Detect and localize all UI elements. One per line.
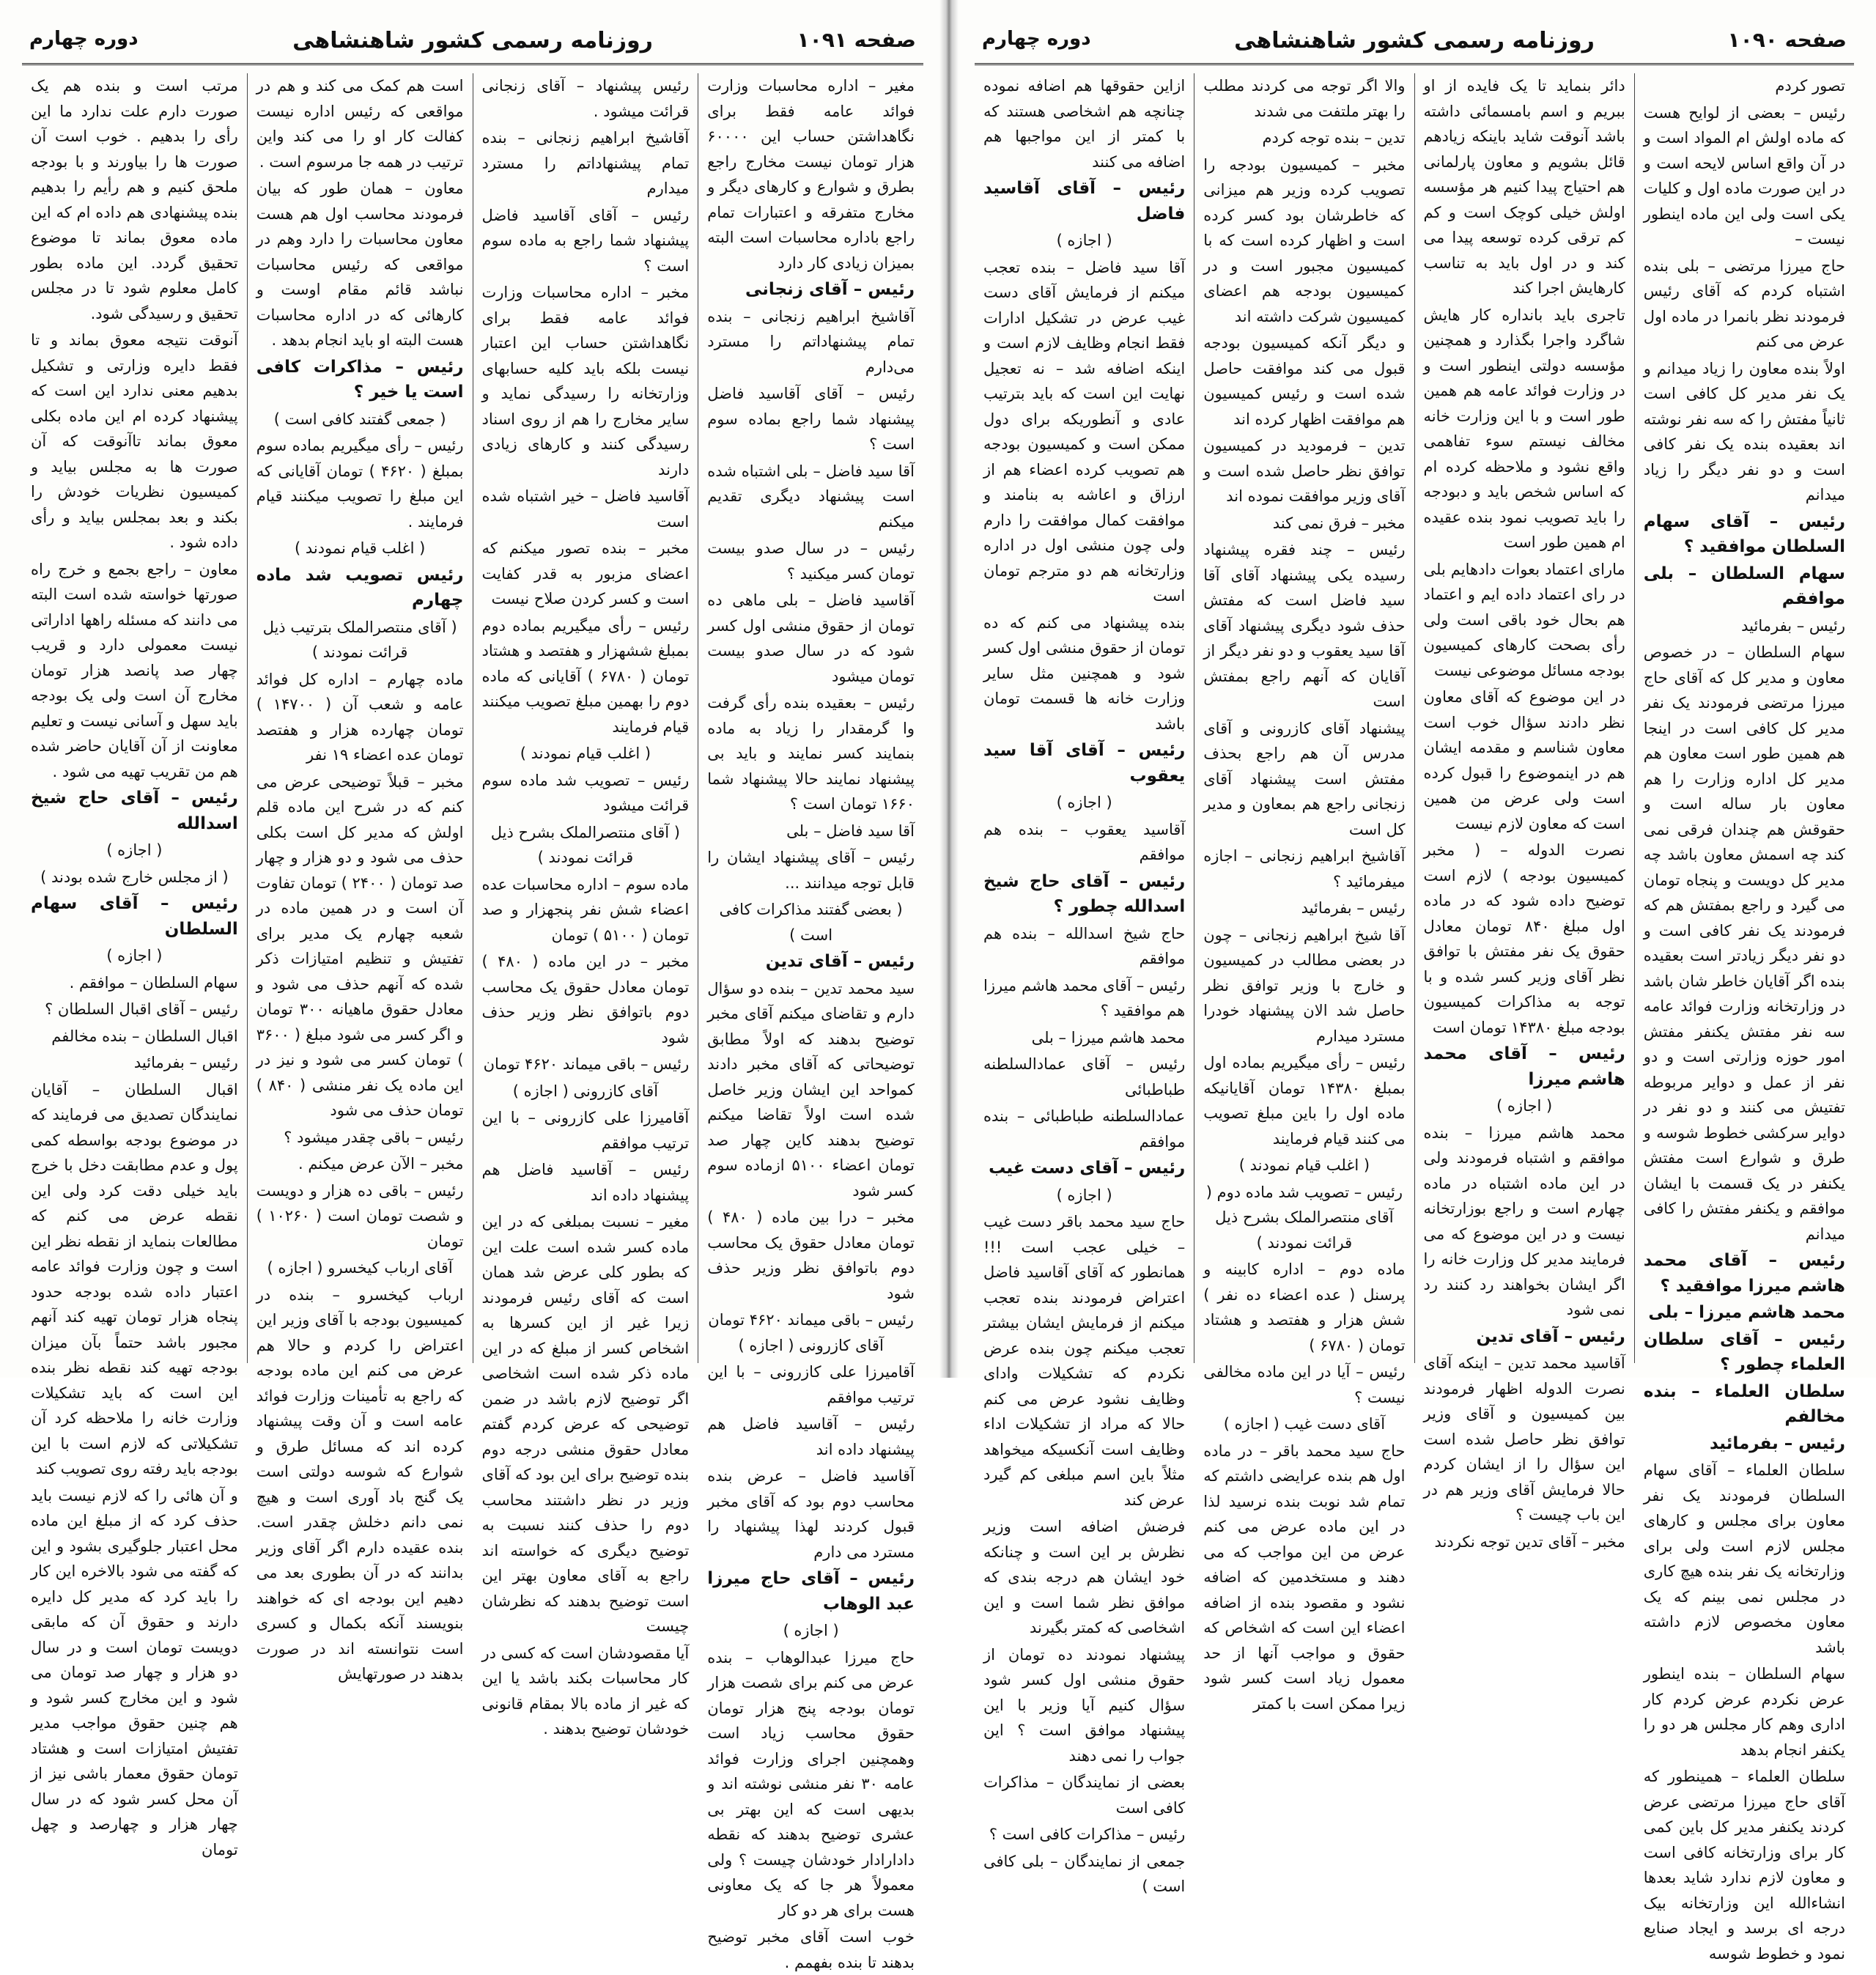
right-columns bbox=[975, 73, 1854, 1963]
text-column bbox=[1634, 73, 1854, 1963]
paragraph: پیشنهاد آقای کازرونی و آقای مدرس آن هم راجع بحذف مفتش است پیشنهاد آقای زنجانی راجع هم بمعاون و مدیر کل است bbox=[1203, 719, 1406, 838]
paragraph: آقاسید یعقوب – بنده هم موافقم bbox=[983, 820, 1186, 863]
paragraph: مخبر – درا بین ماده ( ۴۸۰ ) تومان معادل حقوق یک محاسب دوم باتوافق نظر وزیر حذف شود bbox=[707, 1208, 915, 1302]
paragraph: رئیس – آقاسید فاضل هم پیشنهاد داده اند bbox=[481, 1161, 690, 1204]
paragraph: رئیس – باقی چقدر میشود ؟ bbox=[284, 1128, 464, 1146]
paragraph: رئیس – آقای تدین bbox=[765, 952, 915, 971]
paragraph: مرتب است و بنده هم یک صورت دارم علت ندارد ما این رأی را بدهیم . خوب است آن صورت ها را بیاورند و با بودجه ملحق کنیم و هم رأیم را بدهیم بنده پیشنهادی هم داده ام که این ماده معوق بماند تا موضوع تحقیق گردد. این ماده بطور کامل معلوم شود تا در مجلس تحقیق و رسیدگی شود. bbox=[31, 77, 238, 322]
paragraph: فرضش اضافه است وزیر نظرش بر این است و چنانکه خود ایشان هم درجه بندی که موافق نظر شما است و این اشخاصی که کمتر بگیرند bbox=[983, 1518, 1186, 1636]
paragraph: رئیس – در سال صدو بیست تومان کسر میکنید ؟ bbox=[707, 539, 915, 583]
paragraph: در این موضوع که آقای معاون نظر دادند سؤال خوب است معاون شناسم و مقدمه ایشان هم در اینموضوع را قبول کرده است ولی عرض من همین است که معاون لازم نیست bbox=[1423, 688, 1625, 833]
paragraph: حاج سید محمد باقر دست غیب – خیلی عجب است !!! همانطور که آقای آقاسید فاضل اعتراض فرمودند بنده تعجب میکنم از فرمایش ایشان بیشتر تعجب میکنم چون بنده عرض نکردم که تشکیلات وادای وظایف نشود عرض می کنم حالا که مراد از تشکیلات اداء وظایف است آنکسیکه میخواهد مثلاً باین اسم مبلغی کم گیرد عرض کند bbox=[983, 1213, 1186, 1509]
right-page bbox=[953, 0, 1876, 1963]
left-session-label: دوره چهارم bbox=[29, 28, 139, 50]
paragraph: آقاشیخ ابراهیم زنجانی – اجازه میفرمائید ؟ bbox=[1203, 847, 1406, 890]
paragraph: آقاسید فاضل – عرض بنده محاسب دوم بود که آقای مخبر قبول کردند لهذا پیشنهاد را مسترد می دارم bbox=[707, 1467, 915, 1561]
paragraph: رئیس – آقای آقا سید یعقوب bbox=[983, 741, 1186, 786]
paragraph: مغیر – نسبت بمبلغی که در این ماده کسر شده است علت این که بطور کلی عرض شد همان است که آقای رئیس فرمودند زیرا غیر از این کسرها به اشخاص کسر از مبلغ که در این ماده ذکر شده است اشخاصی اگر توضیح لازم باشد در ضمن توضیحی که عرض کردم گفتم معادل حقوق منشی درجه دوم بنده توضیح برای این بود که آقای وزیر در نظر داشتند محاسب دوم را حذف کنند نسبت به توضیح دیگری که خواسته اند راجع به آقای معاون بهتر این است توضیح بدهند که نظرشان چیست bbox=[481, 1213, 690, 1635]
paragraph: رئیس – باقی میماند ۴۶۲۰ تومان bbox=[483, 1055, 690, 1073]
paragraph: رئیس – بفرمائید bbox=[1710, 1433, 1845, 1453]
paragraph: ماده سوم – اداره محاسبات عده اعضاء شش نفر پنجهزار و صد تومان ( ۵۱۰۰ ) تومان bbox=[481, 875, 690, 944]
paragraph: رئیس – آقای آقاسید فاضل پیشنهاد شما راجع به ماده سوم است ؟ bbox=[481, 206, 690, 275]
right-page-number: صفحه ۱۰۹۰ bbox=[1727, 28, 1847, 52]
paragraph: اولاً بنده معاون را زیاد میدانم و یک نفر مدیر کل کافی است ثانیاً مفتش را که سه نفر نوشته اند بعقیده بنده یک نفر کافی است و دو نفر دیگر را زیاد میدانم bbox=[1643, 359, 1845, 503]
paragraph: رئیس تصویب شد ماده چهارم bbox=[256, 565, 464, 610]
paragraph: تدین – فرمودید در کمیسیون توافق نظر حاصل شده است و آقای وزیر موافقت نموده اند bbox=[1203, 437, 1406, 505]
paragraph: رئیس – آقای آقاسید فاضل bbox=[983, 179, 1186, 224]
paragraph: و آن هائی را که لازم نیست باید حذف کرد که از مبلغ این ماده محل اعتبار جلوگیری بشود و این که گفته می شود بالاخره این کار را باید کرد که مدیر کل دایره دارند و حقوق آن که مابقی دویست تومان است و در سال دو هزار و چهار صد تومان می شود و این مخارج کسر شود و هم چنین حقوق مواجب مدیر تفتیش امتیازات است و هشتاد تومان حقوق معمار باشی نیز از آن محل کسر شود که در سال چهار هزار و چهارصد و چهل تومان bbox=[31, 1486, 238, 1858]
paragraph: مخبر – الآن عرض میکنم . bbox=[298, 1155, 464, 1173]
paragraph: حاج سید محمد باقر – در ماده اول هم بنده عرایضی داشتم که تمام شد نوبت بنده نرسید لذا در این ماده عرض می کنم عرض من این مواجب که می دهند و مستخدمین که اضافه نشود و مقصود بنده از اضافه اعضاء این است که اشخاص که حقوق و مواجب آنها از حد معمول زیاد است کسر شود زیرا ممکن است با کمتر bbox=[1203, 1441, 1406, 1713]
paragraph: معاون – همان طور که بیان فرمودند محاسب اول هم هست معاون محاسبات را دارد وهم در مواقعی که رئیس محاسبات نباشد قائم مقام اوست و کارهائی که در اداره محاسبات هست البته او باید انجام بدهد . bbox=[256, 180, 464, 349]
paragraph: ( آقای منتصرالملک بترتیب ذیل قرائت نمودند ) bbox=[262, 618, 457, 661]
paragraph: مخبر – در این ماده ( ۴۸۰ ) تومان معادل حقوق یک محاسب دوم باتوافق نظر وزیر حذف شود bbox=[481, 953, 690, 1046]
paragraph: تدین – بنده توجه کردم bbox=[1262, 129, 1406, 147]
paragraph: والا اگر توجه می کردند مطلب را بهتر ملتفت می شدند bbox=[1203, 77, 1406, 120]
paragraph: حاج میرزا مرتضی – بلی بنده اشتباه کردم که آقای رئیس فرمودند نظر بانمرا در ماده اول عرض می کنم bbox=[1643, 256, 1845, 350]
paragraph: محمد هاشم میرزا – بلی bbox=[1031, 1028, 1186, 1046]
paragraph: آقامیرزا علی کازرونی – با این ترتیب موافقم bbox=[707, 1363, 915, 1406]
paragraph: تاجری باید بانداره کار هایش شاگرد واجرا بگذارد و همچنین مؤسسه دولتی اینطور است و در وزارت فوائد عامه هم همین طور است و با این وزارت خانه مخالف نیستم سوء تفاهمی واقع نشود و ملاحظه کرده ام که اساس شخص باید و دبودجه را باید تصویب نمود بنده عقیده ام همین طور است bbox=[1423, 306, 1625, 551]
paragraph: سهام السلطان – بنده اینطور عرض نکردم عرض کردم کار اداری وهم کار مجلس هر دو را یکنفر انجام بدهد bbox=[1643, 1665, 1845, 1759]
text-column bbox=[698, 73, 923, 1971]
paragraph: رئیس – بفرمائید bbox=[1741, 616, 1845, 635]
right-running-head bbox=[975, 22, 1854, 65]
paragraph: رئیس – آقای محمد هاشم میرزا bbox=[1423, 1044, 1625, 1089]
paragraph: سهام السلطان – در خصوص معاون و مدیر کل که آقای حاج میرزا مرتضی فرمودند یک نفر مدیر کل کافی است در اینجا هم همین طور است معاون هم مدیر کل اداره وزارت را هم معاون بار ساله است و حقوقش هم چندان فرقی نمی کند چه اسمش معاون باشد چه مدیر کل دویست و پنجاه تومان می گیرد و راجع بمفتش هم که فرمودند یک نفر کافی است و دو نفر دیگر زیادتر است بعقیده بنده اگر آقایان خاطر شان باشد در وزارتخانه وزارت فوائد عامه سه نفر مفتش یکنفر مفتش امور حوزه وزارتی است و دو نفر از عمل و دوایر مربوطه تفتیش می کنند و دو نفر در دوایر سرکشی خطوط شوسه و طرق و شوارع است مفتش یکنفر در یک قسمت با ایشان موافقم و یکنفر مفتش را کافی میدانم bbox=[1643, 643, 1845, 1243]
left-columns bbox=[22, 73, 923, 1971]
paragraph: ( اجازه ) bbox=[106, 841, 163, 859]
paragraph: رئیس – آقای محمد هاشم میرزا موافقید ؟ bbox=[1643, 1251, 1845, 1296]
paragraph: رئیس – آقای سهام السلطان bbox=[31, 894, 238, 939]
paragraph: رئیس – آیا در این ماده مخالفی نیست ؟ bbox=[1203, 1363, 1406, 1406]
paragraph: دائر بنماید تا یک فایده از او ببریم و اسم بامسمائی داشته باشد آنوقت شاید باینکه زیادهم قائل بشویم و معاون پارلمانی هم احتیاج پیدا کنیم هر مؤسسه اولش خیلی کوچک است و کم کم ترقی کرده توسعه پیدا می کند و در اول باید به تناسب کارهایش اجرا کند bbox=[1423, 77, 1625, 297]
paragraph: رئیس – آقای حاج شیخ اسدالله bbox=[31, 789, 238, 833]
paragraph: مارای اعتماد بعوات دادهایم بلی در رای اعتماد داده ایم و اعتماد هم بحال خود باقی است ولی رأی بصحت کارهای کمیسیون بودجه مسائل موضوعی نیست bbox=[1423, 560, 1625, 679]
paragraph: آقا شیخ ابراهیم زنجانی – چون در بعضی مطالب در کمیسیون و خارج با وزیر توافق نظر حاصل شد الان پیشنهاد خودرا مسترد میدارم bbox=[1203, 926, 1406, 1045]
paragraph: آقا سید فاضل – بلی bbox=[786, 822, 915, 840]
paragraph: آقای دست غیب ( اجازه ) bbox=[1223, 1415, 1386, 1433]
paragraph: ( اغلب قیام نمودند ) bbox=[520, 745, 651, 762]
paragraph: آقاشیخ ابراهیم زنجانی – بنده تمام پیشنهاداتم را مسترد می‌دارم bbox=[707, 307, 915, 376]
paragraph: آقاسید فاضل – بلی ماهی ده تومان از حقوق منشی اول کسر شود که در سال صدو بیست تومان میشود bbox=[707, 591, 915, 685]
paragraph: رئیس – رأی میگیریم بماده دوم بمبلغ ششهزار و هفتصد و هشتاد تومان ( ۶۷۸۰ ) آقایانی که ماده دوم را بهمین مبلغ تصویب میکنند قیام فرمایند bbox=[481, 616, 690, 736]
paragraph: رئیس – تصویب شد ماده سوم قرائت میشود bbox=[481, 771, 690, 814]
paragraph: ماده چهارم – اداره کل فوائد عامه و شعب آن ( ۱۴۷۰۰ ) تومان چهارده هزار و هفتصد تومان عده اعضاء ۱۹ نفر bbox=[256, 670, 464, 764]
paragraph: حاج میرزا عبدالوهاب – بنده عرض می کنم برای شصت هزار تومان بودجه پنج هزار تومان حقوق محاسب زیاد است وهمچنین اجرای وزارت فوائد عامه ۳۰ نفر منشی نوشته اند و بدیهی است که این بهتر بی عشری توضیح بدهند که نقطه دادارادار خودشان چیست ؟ ولی معمولاً هر جا که یک معاونی هست برای هر دو کار bbox=[707, 1648, 915, 1919]
paragraph: ( اجازه ) bbox=[783, 1622, 839, 1639]
text-column bbox=[975, 73, 1194, 1895]
paragraph: آیا مقصودشان است که کسی در کار محاسبات بکند باشد یا این که غیر از ماده بالا بمقام قانونی خودشان توضیح بدهند . bbox=[481, 1644, 690, 1738]
paragraph: آقامیرزا علی کازرونی – با این ترتیب موافقم bbox=[481, 1109, 690, 1152]
paragraph: رئیس – آقای اقبال السلطان ؟ bbox=[45, 1000, 238, 1018]
paragraph: رئیس – آقای آقاسید فاضل پیشنهاد شما راجع بماده سوم است ؟ bbox=[707, 385, 915, 453]
paragraph: ( آقای منتصرالملک بشرح ذیل قرائت نمودند ) bbox=[490, 823, 680, 866]
paragraph: رئیس – مذاکرات کافی است یا خیر ؟ bbox=[256, 357, 464, 402]
paragraph: حاج شیخ اسدالله – بنده هم موافقم bbox=[983, 924, 1186, 967]
paragraph: رئیس – چند فقره پیشنهاد رسیده یکی پیشنهاد آقای آقا سید فاضل است که مفتش حذف شود دیگری پیشنهاد آقای آقا سید یعقوب و دو نفر دیگر از آقایان که آنهم راجع بمفتش است bbox=[1203, 541, 1406, 710]
paragraph: رئیس – رأی میگیریم بماده اول بمبلغ ۱۴۳۸۰ تومان آقایانیکه ماده اول را باین مبلغ تصویب می کنند قیام فرمایند bbox=[1203, 1054, 1406, 1148]
text-column bbox=[247, 73, 473, 1683]
paragraph: رئیس – آقای پیشنهاد ایشان را قابل توجه میدانند ... bbox=[707, 849, 915, 892]
paragraph: عمادالسلطنه طباطبائی – بنده موافقم bbox=[983, 1107, 1186, 1151]
paragraph: مغیر – اداره محاسبات وزارت فوائد عامه فقط برای نگاهداشتن حساب این ۶۰۰۰۰ هزار تومان نیست مخارج راجع بطرق و شوارع و کارهای دیگر و مخارج متفرقه و اعتبارات تمام راجع باداره محاسبات است البته بمیزان زیادی کار دارد bbox=[707, 77, 915, 272]
left-running-head bbox=[22, 22, 923, 65]
paragraph: سلطان العلماء – آقای سهام السلطان فرمودند یک نفر معاون برای مجلس و کارهای مجلس لازم است ولی برای وزارتخانه یک نفر بنده هیچ کاری در مجلس نمی بینم که یک معاون مخصوص لازم داشته باشد bbox=[1643, 1461, 1845, 1656]
right-session-label: دوره چهارم bbox=[982, 28, 1091, 50]
paragraph: ( از مجلس خارج شده بودند ) bbox=[40, 868, 229, 886]
paragraph: اقبال السلطان – بنده مخالفم bbox=[51, 1027, 238, 1045]
paragraph: ( اجازه ) bbox=[1496, 1097, 1553, 1115]
paragraph: آقای کازرونی ( اجازه ) bbox=[512, 1082, 659, 1100]
paragraph: تصور کردم bbox=[1775, 77, 1845, 95]
left-newspaper-title: روزنامه رسمی کشور شاهنشاهی bbox=[292, 28, 653, 53]
paragraph: ( اجازه ) bbox=[106, 947, 163, 964]
paragraph: رئیس – آقای دست غیب bbox=[989, 1159, 1186, 1178]
paragraph: رئیس – آقای سهام السلطان موافقید ؟ bbox=[1643, 512, 1845, 556]
text-column bbox=[1414, 73, 1634, 1551]
paragraph: خوب است آقای مخبر توضیح بدهند تا بنده بفهمم . bbox=[707, 1928, 915, 1971]
paragraph: مخبر – قبلاً توضیحی عرض می کنم که در شرح این ماده قلم اولش که مدیر کل است بکلی حذف می شود و دو هزار و چهار صد تومان ( ۲۴۰۰ ) تومان تفاوت آن است و در همین ماده در شعبه چهارم یک مدیر برای تفتیش و تنظیم امتیازات ذکر شده که آنهم حذف می شود و معادل حقوق ماهیانه ۳۰۰ تومان و اگر کسر می شود مبلغ ( ۳۶۰۰ ) تومان کسر می شود و نیز در این ماده یک نفر منشی ( ۸۴۰ ) تومان حذف می شود bbox=[256, 772, 464, 1119]
paragraph: پیشنهاد نمودند ده تومان از حقوق منشی اول کسر شود سؤال کنیم آیا وزیر با این پیشنهاد موافق است ؟ این جواب را نمی دهند bbox=[983, 1645, 1186, 1765]
paragraph: سلطان العلماء – بنده مخالفم bbox=[1643, 1381, 1845, 1426]
paragraph: آنوقت نتیجه معوق بماند و تا فقط دایره وزارتی و تشکیل بدهیم معنی ندارد این است که پیشنهاد کرده ام این ماده بکلی معوق بماند تاآنوقت که آن صورت ها به مجلس بیاید و کمیسیون نظریات خودش را بکند و بعد بمجلس بیاید و رأی داده شود . bbox=[31, 331, 238, 551]
paragraph: رئیس پیشنهاد – آقای زنجانی قرائت میشود . bbox=[481, 77, 690, 120]
paragraph: ( جمعی گفتند کافی است ) bbox=[273, 410, 446, 428]
paragraph: رئیس – آقای حاج میرزا عبد الوهاب bbox=[707, 1569, 915, 1614]
right-newspaper-title: روزنامه رسمی کشور شاهنشاهی bbox=[1234, 28, 1595, 53]
paragraph: رئیس – بعقیده بنده رأی گرفت وا گرمقدار را زیاد به ماده بنمایند کسر نمایند و باید بی پیشنهاد نمایند حالا پیشنهاد شما ۱۶۶۰ تومان است ؟ bbox=[707, 694, 915, 813]
paragraph: رئیس – آقای تدین bbox=[1476, 1326, 1625, 1346]
paragraph: آقا سید فاضل – بلی اشتباه شده است پیشنهاد دیگری تقدیم میکنم bbox=[707, 462, 915, 531]
paragraph: مخبر – فرق نمی کند bbox=[1272, 514, 1406, 532]
paragraph: ( بعضی گفتند مذاکرات کافی است ) bbox=[719, 901, 903, 944]
paragraph: ازاین حقوقها هم اضافه نموده چنانچه هم اشخاصی هستند که با کمتر از این مواجبها هم اضافه می کنند bbox=[983, 77, 1186, 171]
paragraph: آقاسید محمد تدین – اینکه آقای نصرت الدوله اظهار فرمودند بین کمیسیون و آقای وزیر توافق نظر حاصل شده است این سؤال را از ایشان کردم حالا فرمایش آقای وزیر هم در این باب چیست ؟ bbox=[1423, 1354, 1625, 1524]
paragraph: رئیس – بفرمائید bbox=[1301, 899, 1406, 917]
paragraph: جمعی از نمایندگان – بلی کافی است ) bbox=[983, 1852, 1186, 1895]
paragraph: سلطان العلماء – همینطور که آقای حاج میرزا مرتضی عرض کردند یکنفر مدیر کل باین کمی کار برای وزارتخانه کافی است و معاون لازم ندارد شاید بعدها انشاءالله این وزارتخانه بیک درجه ای برسد و ایجاد صنایع نمود و خطوط شوسه bbox=[1643, 1768, 1845, 1963]
paragraph: محمد هاشم میرزا – بلی bbox=[1648, 1303, 1845, 1322]
paragraph: رئیس – رأی میگیریم بماده سوم بمبلغ ( ۴۶۲۰ ) تومان آقایانی که این مبلغ را تصویب میکنند قیام فرمایند . bbox=[256, 437, 464, 531]
paragraph: مخبر – کمیسیون بودجه را تصویب کرده وزیر هم میزانی که خاطرشان بود کسر کرده است و اظهار کرده است که با کمیسیون مجبور است و در کمیسیون بودجه هم اعضای کمیسیون شرکت داشته اند bbox=[1203, 155, 1406, 325]
paragraph: رئیس – تصویب شد ماده دوم ( آقای منتصرالملک بشرح ذیل قرائت نمودند ) bbox=[1205, 1183, 1403, 1252]
paragraph: آقاسید فاضل – خیر اشتباه شده است bbox=[481, 487, 690, 531]
paragraph: رئیس – آقای حاج شیخ اسدالله چطور ؟ bbox=[983, 871, 1186, 916]
paragraph: مخبر – آقای تدین توجه نکردند bbox=[1434, 1532, 1625, 1551]
paragraph: معاون – راجع بجمع و خرج راه صورتها خواسته شده است البته می دانند که مسئله راهها اداراتی نیست معمولی دارد و قریب چهار صد پانصد هزار تومان مخارج آن است ولی یک بودجه باید سهل و آسانی نیست و تعلیم معاونت از آن آقایان حاضر شده هم من تقریب تهیه می شود . bbox=[31, 560, 238, 780]
paragraph: رئیس – باقی ده هزار و دویست و شصت تومان است ( ۱۰۲۶۰ ) تومان bbox=[256, 1181, 464, 1250]
paragraph: رئیس – آقاسید فاضل هم پیشنهاد داده اند bbox=[707, 1415, 915, 1458]
left-page-number: صفحه ۱۰۹۱ bbox=[797, 28, 916, 52]
paragraph: آقای ارباب کیخسرو ( اجازه ) bbox=[267, 1259, 453, 1277]
paragraph: و دیگر آنکه کمیسیون بودجه قبول می کند موافقت حاصل شده است و رئیس کمیسیون هم موافقت اظهار کرده اند bbox=[1203, 334, 1406, 428]
paragraph: اقبال السلطان – آقایان نمایندگان تصدیق می فرمایند که در موضوع بودجه بواسطه کمی پول و عدم مطابقت دخل با خرج باید خیلی دقت کرد ولی این نقطه عرض می کنم که مطالعات بنماید از نقطه نظر این است و چون وزارت فوائد عامه اعتبار داده شده بودجه حدود پنجاه هزار تومان تهیه کند آنهم مجبور باشد حتماً بآن میزان بودجه تهیه کند نقطه نظر بنده این است که باید تشکیلات وزارت خانه را ملاحظه کرد آن تشکیلاتی که لازم است با این بودجه باید رفته روی تصویب کند bbox=[31, 1080, 238, 1477]
paragraph: بعضی از نمایندگان – مذاکرات کافی است bbox=[983, 1773, 1186, 1817]
text-column bbox=[473, 73, 698, 1738]
paragraph: ماده دوم – اداره کابینه و پرسنل ( عده اعضاء ده نفر ) شش هزار و هفتصد و هشتاد تومان ( ۶۷۸۰ ) bbox=[1203, 1260, 1406, 1354]
paragraph: ( اغلب قیام نمودند ) bbox=[294, 539, 426, 557]
paragraph: رئیس – آقای سلطان العلماء چطور ؟ bbox=[1643, 1329, 1845, 1374]
paragraph: ( اجازه ) bbox=[1056, 232, 1112, 249]
paragraph: ارباب کیخسرو – بنده در کمیسیون بودجه با آقای وزیر این اعتراض را کردم و حالا هم عرض می کنم این ماده بودجه که راجع به تأمینات وزارت فوائد عامه است و آن وقت پیشنهاد کرده اند که مسائل طرق و شوارع که شوسه دولتی است یک گنج باد آوری است و هیچ نمی دانم دخلش چقدر است. بنده عقیده دارم اگر آقای وزیر بدانند که در آن بطوری بعد می دهیم این بودجه ای که خواهند بنویسند آنکه بکمال و کسری است نتوانسته اند در صورت بدهند در صورتهایش bbox=[256, 1285, 464, 1683]
paragraph: آقا سید فاضل – بنده تعجب میکنم از فرمایش آقای دست غیب عرض در تشکیل ادارات فقط انجام وظایف لازم است و اینکه اضافه شد – نه تعجیل نهایت این است که باید بترتیب عادی و آنطوریکه برای دول ممکن است و کمیسیون بودجه هم تصویب کرده اعضاء هم از ارزاق و اعاشه به بنامند و موافقت کمال موافقت را دارم ولی چون منشی اول در اداره وزارتخانه هم دو مترجم تومان است bbox=[983, 258, 1186, 605]
paragraph: رئیس – آقای محمد هاشم میرزا هم موافقید ؟ bbox=[983, 976, 1186, 1019]
paragraph: سهام السلطان – موافقم . bbox=[69, 973, 238, 992]
paragraph: محمد هاشم میرزا – بنده موافقم و اشتباه فرمودند ولی در این ماده اشتباه در ماده چهارم است و راجع بوزارتخانه نیست و در این موضوع که می فرمایند مدیر کل وزارت خانه را اگر ایشان بخواهند رد کنند رد نمی شود bbox=[1423, 1123, 1625, 1318]
paragraph: رئیس – بعضی از لوایح هست که ماده اولش ام المواد است و در آن واقع اساس لایحه است و در این صورت ماده اول و کلیات یکی است ولی این ماده اینطور نیست – bbox=[1643, 103, 1845, 248]
paragraph: آقاشیخ ابراهیم زنجانی – بنده تمام پیشنهاداتم را مسترد میدارم bbox=[481, 129, 690, 197]
paragraph: ( اجازه ) bbox=[1056, 794, 1112, 811]
paragraph: رئیس – مذاکرات کافی است ؟ bbox=[989, 1826, 1186, 1843]
paragraph: بنده پیشنهاد می کنم که ده تومان از حقوق منشی اول کسر شود و همچنین مثل سایر وزارت خانه ها قسمت تومان باشد bbox=[983, 613, 1186, 733]
paragraph: رئیس – بفرمائید bbox=[133, 1054, 238, 1071]
paragraph: رئیس – آقای زنجانی bbox=[745, 280, 915, 299]
paragraph: سید محمد تدین – بنده دو سؤال دارم و تقاضای میکنم آقای مخبر توضیح بدهند که اولاً مطابق توضیحاتی که آقای مخبر دادند کمواحد این ایشان وزیر خاصل شده است اولاً تقاضا میکنم توضیح بدهند کاین چهار صد تومان اعضاء ۵۱۰۰ ازماده سوم کسر شود bbox=[707, 979, 915, 1200]
paragraph: مخبر – بنده تصور میکنم که اعضای مزبور به قدر کفایت است و کسر کردن صلاح نیست bbox=[481, 539, 690, 608]
text-column bbox=[1194, 73, 1414, 1713]
paragraph: نصرت الدوله – ( مخبر کمیسیون بودجه ) لازم است توضیح داده شود که در ماده اول مبلغ ۸۴۰ تومان معادل حقوق یک نفر مفتش با توافق نظر آقای وزیر کسر شده و با توجه به مذاکرات کمیسیون بودجه مبلغ ۱۴۳۸۰ تومان است bbox=[1423, 841, 1625, 1036]
paragraph: رئیس – آقای عمادالسلطنه طباطبائی bbox=[983, 1055, 1186, 1099]
paragraph: ( اغلب قیام نمودند ) bbox=[1238, 1156, 1370, 1174]
text-column bbox=[22, 73, 247, 1858]
paragraph: رئیس – باقی میماند ۴۶۲۰ تومان آقای کازرونی ( اجازه ) bbox=[708, 1311, 914, 1354]
paragraph: ( اجازه ) bbox=[1056, 1186, 1112, 1204]
paragraph: سهام السلطان – بلی موافقم bbox=[1643, 564, 1845, 608]
paragraph: مخبر – اداره محاسبات وزارت فوائد عامه فقط برای نگاهداشتن حساب این اعتبار نیست بلکه باید کلیه حسابهای وزارتخانه را رسیدگی نماید و سایر مخارج را هم از روی اسناد رسیدگی کنند و کارهای زیادی دارند bbox=[481, 284, 690, 479]
paragraph: است هم کمک می کند و هم در مواقعی که رئیس اداره نیست کفالت کار او را می کند واین ترتیب در همه جا مرسوم است . bbox=[256, 77, 464, 171]
